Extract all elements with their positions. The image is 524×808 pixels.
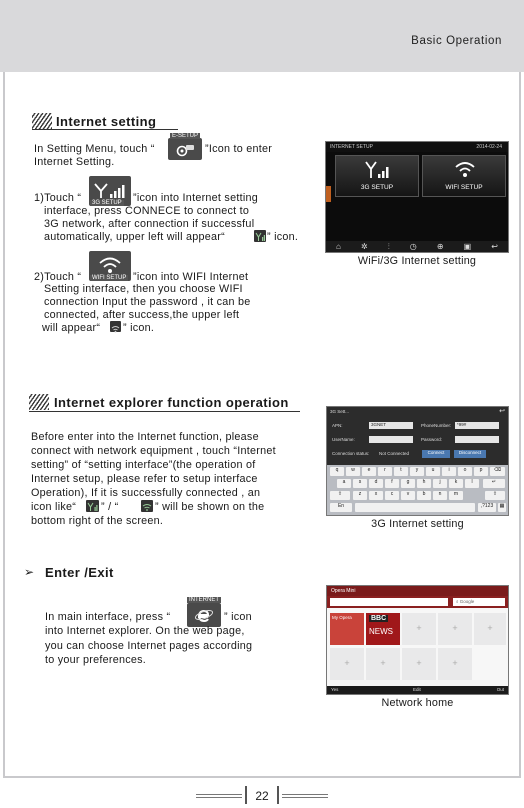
step2-text-d: connection Input the password , it can be — [44, 296, 251, 308]
setup-caption: WiFi/3G Internet setting — [357, 255, 477, 267]
gear-icon[interactable]: ✲ — [360, 242, 368, 251]
key-symbols[interactable]: ,?123 — [478, 503, 496, 512]
key-q[interactable]: q — [330, 467, 344, 476]
enter-line-1-b: ” icon — [224, 611, 252, 623]
connect-button[interactable]: Connect — [422, 450, 450, 458]
key-r[interactable]: r — [378, 467, 392, 476]
footer-rule-right-2 — [282, 797, 328, 798]
browser-caption: Network home — [381, 697, 454, 709]
step1-text-a: 1)Touch “ — [34, 192, 82, 204]
shift-key-right[interactable]: ⇧ — [485, 491, 505, 500]
key-o[interactable]: o — [458, 467, 472, 476]
wifi-status-icon — [110, 321, 121, 332]
key-a[interactable]: a — [337, 479, 351, 488]
search-placeholder: Google — [459, 599, 475, 604]
backspace-key[interactable]: ⌫ — [490, 467, 505, 476]
speed-dial-empty[interactable]: + — [438, 613, 472, 645]
speed-dial-empty[interactable]: + — [402, 648, 436, 680]
explorer-heading: Internet explorer function operation — [54, 395, 289, 410]
key-v[interactable]: v — [401, 491, 415, 500]
setup-bottom-bar — [326, 241, 508, 252]
footer-rule-right — [282, 794, 328, 795]
step2-text-c: Setting interface, then you choose WIFI — [44, 283, 243, 295]
enter-exit-heading: Enter /Exit — [45, 565, 114, 580]
step1-text-f: ” icon. — [267, 231, 299, 243]
password-field[interactable] — [455, 436, 499, 443]
explorer-last-line: bottom right of the screen. — [31, 515, 164, 527]
3g-setup-chip-label: 3G SETUP — [92, 200, 122, 206]
key-l[interactable]: l — [465, 479, 479, 488]
keyboard — [327, 465, 508, 515]
status-value: Not Connected — [379, 451, 410, 456]
back-icon[interactable]: ↩ — [499, 408, 505, 415]
esetup-chip-label: E-SETUP — [172, 133, 199, 139]
frame-left — [3, 72, 5, 778]
address-field[interactable] — [330, 598, 448, 606]
speed-dial-empty[interactable]: + — [330, 648, 364, 680]
setup-side-tab — [326, 186, 331, 202]
globe-icon[interactable]: ⊕ — [436, 242, 444, 251]
key-k[interactable]: k — [449, 479, 463, 488]
explorer-line-3: setting” of “setting interface”(the operation of — [31, 459, 256, 471]
speed-dial-label: My Opera — [332, 615, 352, 620]
key-u[interactable]: u — [426, 467, 440, 476]
speed-dial-empty[interactable]: + — [438, 648, 472, 680]
space-key[interactable] — [355, 503, 475, 512]
step2-text-f: will appear“ — [42, 322, 101, 334]
frame-bottom — [3, 776, 521, 778]
footer-rule-left — [196, 794, 242, 795]
browser-title-bar — [327, 586, 508, 596]
frame-right — [519, 72, 521, 778]
bottom-mid-button[interactable]: Edit — [413, 687, 421, 692]
key-d[interactable]: d — [369, 479, 383, 488]
arrow-bullet-icon: ➢ — [24, 565, 35, 579]
footer-rule-left-2 — [196, 797, 242, 798]
tile-wifi-label: WIFI SETUP — [445, 184, 483, 191]
back-icon[interactable]: ↩ — [491, 242, 498, 251]
3g-caption: 3G Internet setting — [371, 518, 464, 530]
clock-icon[interactable]: ◷ — [409, 242, 417, 251]
key-w[interactable]: w — [346, 467, 360, 476]
apn-label: APN: — [332, 423, 343, 428]
page-number: 22 — [255, 789, 269, 803]
explorer-icon-line-a: icon like“ — [31, 501, 77, 513]
gear-car-icon — [174, 141, 196, 157]
signal-bars-icon — [93, 182, 127, 200]
browser-title: Opera Mini — [331, 588, 356, 594]
enter-line-4: to your preferences. — [45, 654, 147, 666]
key-i[interactable]: i — [442, 467, 456, 476]
enter-line-1-a: In main interface, press “ — [45, 611, 171, 623]
internet-chip-label: INTERNET — [189, 597, 219, 603]
image-icon[interactable]: ▣ — [463, 242, 472, 251]
heading-rule — [32, 129, 178, 130]
bottom-right-button[interactable]: Out — [496, 687, 504, 692]
intro-text-c: Internet Setting. — [34, 156, 115, 168]
explorer-line-1: Before enter into the Internet function, please — [31, 431, 259, 443]
keyboard-hide-key[interactable]: ▦ — [498, 503, 506, 512]
search-field[interactable] — [453, 598, 505, 606]
internet-explorer-icon — [187, 603, 221, 627]
setup-top-label: INTERNET SETUP — [330, 144, 373, 150]
wifi-status-icon — [141, 500, 153, 512]
step1-text-e: automatically, upper left will appear“ — [44, 231, 225, 243]
password-label: Password: — [421, 437, 443, 442]
setup-top-bar — [326, 142, 508, 152]
key-m[interactable]: m — [449, 491, 463, 500]
step1-text-c: interface, press CONNECE to connect to — [44, 205, 250, 217]
shift-key[interactable]: ⇧ — [330, 491, 350, 500]
setup-screenshot — [325, 141, 509, 253]
enter-line-2: into Internet explorer. On the web page, — [45, 625, 245, 637]
bbc-logo: BBC — [371, 615, 387, 622]
wifi-icon — [97, 256, 123, 276]
speed-dial-empty[interactable]: + — [474, 613, 506, 645]
apn-field[interactable]: 3GNET — [369, 422, 413, 429]
3g-screen-title: 3G Sett... — [330, 409, 350, 414]
key-p[interactable]: p — [474, 467, 488, 476]
signal-bars-icon — [364, 160, 392, 180]
tile-3g-setup[interactable] — [335, 155, 419, 197]
key-x[interactable]: x — [369, 491, 383, 500]
3g-status-icon — [254, 230, 266, 242]
status-label: Connection status: — [332, 451, 370, 456]
key-s[interactable]: s — [353, 479, 367, 488]
key-n[interactable]: n — [433, 491, 447, 500]
browser-address-row — [327, 596, 508, 608]
browser-e-icon — [194, 606, 214, 624]
enter-line-3: you can choose Internet pages according — [45, 640, 253, 652]
wifi-icon — [453, 160, 477, 180]
step1-text-d: 3G network, after connection if successful — [44, 218, 255, 230]
key-t[interactable]: t — [394, 467, 408, 476]
footer-bracket-left — [245, 786, 247, 804]
tile-wifi-setup[interactable] — [422, 155, 506, 197]
wifi-setup-chip-label: WIFI SETUP — [92, 275, 127, 281]
disconnect-button[interactable]: Disconnect — [454, 450, 486, 458]
heading-rule — [29, 411, 300, 412]
section-marker-icon — [29, 394, 49, 410]
step2-text-b: ”icon into WIFI Internet — [133, 271, 249, 283]
key-e[interactable]: e — [362, 467, 376, 476]
header-title: Basic Operation — [411, 35, 502, 47]
bottom-left-button[interactable]: Yes — [331, 687, 339, 692]
home-icon[interactable]: ⌂ — [336, 242, 341, 251]
internet-setting-heading: Internet setting — [56, 114, 157, 129]
key-h[interactable]: h — [417, 479, 431, 488]
footer-bracket-right — [277, 786, 279, 804]
step2-text-e: connected, after success,the upper left — [44, 309, 240, 321]
explorer-icon-line-c: ” will be shown on the — [155, 501, 265, 513]
key-j[interactable]: j — [433, 479, 447, 488]
step2-text-g: ” icon. — [123, 322, 155, 334]
step2-text-a: 2)Touch “ — [34, 271, 82, 283]
explorer-line-5: Operation), If it is successfully connected , an — [31, 487, 261, 499]
key-g[interactable]: g — [401, 479, 415, 488]
phone-field[interactable]: *99# — [455, 422, 499, 429]
setup-date: 2014-02-24 — [476, 144, 502, 150]
esetup-icon — [168, 138, 202, 160]
explorer-line-4: Internet setup, please refer to setup interface — [31, 473, 258, 485]
key-c[interactable]: c — [385, 491, 399, 500]
browser-screenshot — [326, 585, 509, 695]
username-field[interactable] — [369, 436, 413, 443]
key-b[interactable]: b — [417, 491, 431, 500]
speed-dial-empty[interactable]: + — [402, 613, 436, 645]
key-en[interactable]: En — [330, 503, 352, 512]
phone-label: PhoneNumber: — [421, 423, 452, 428]
3g-screenshot — [326, 406, 509, 516]
tile-3g-label: 3G SETUP — [360, 184, 394, 191]
username-label: UserName: — [332, 437, 355, 442]
intro-text-a: In Setting Menu, touch “ — [34, 143, 155, 155]
key-y[interactable]: y — [410, 467, 424, 476]
search-icon: ⌕ — [456, 599, 459, 604]
explorer-line-2: connect with network equipment , touch “Internet — [31, 445, 276, 457]
intro-text-b: ”Icon to enter — [205, 143, 273, 155]
speed-dial-my-opera[interactable] — [330, 613, 364, 645]
equalizer-icon[interactable]: ⫶ — [387, 241, 390, 251]
speed-dial-bbc-news[interactable] — [366, 613, 400, 645]
speed-dial-empty[interactable]: + — [366, 648, 400, 680]
explorer-icon-line-b: ” / “ — [101, 501, 119, 513]
key-f[interactable]: f — [385, 479, 399, 488]
key-z[interactable]: z — [353, 491, 367, 500]
browser-bottom-bar — [327, 686, 508, 694]
section-marker-icon — [32, 113, 52, 129]
step1-text-b: ”icon into Internet setting — [133, 192, 258, 204]
news-label: NEWS — [369, 627, 393, 636]
3g-status-icon — [86, 500, 99, 512]
enter-key[interactable]: ↵ — [483, 479, 505, 488]
